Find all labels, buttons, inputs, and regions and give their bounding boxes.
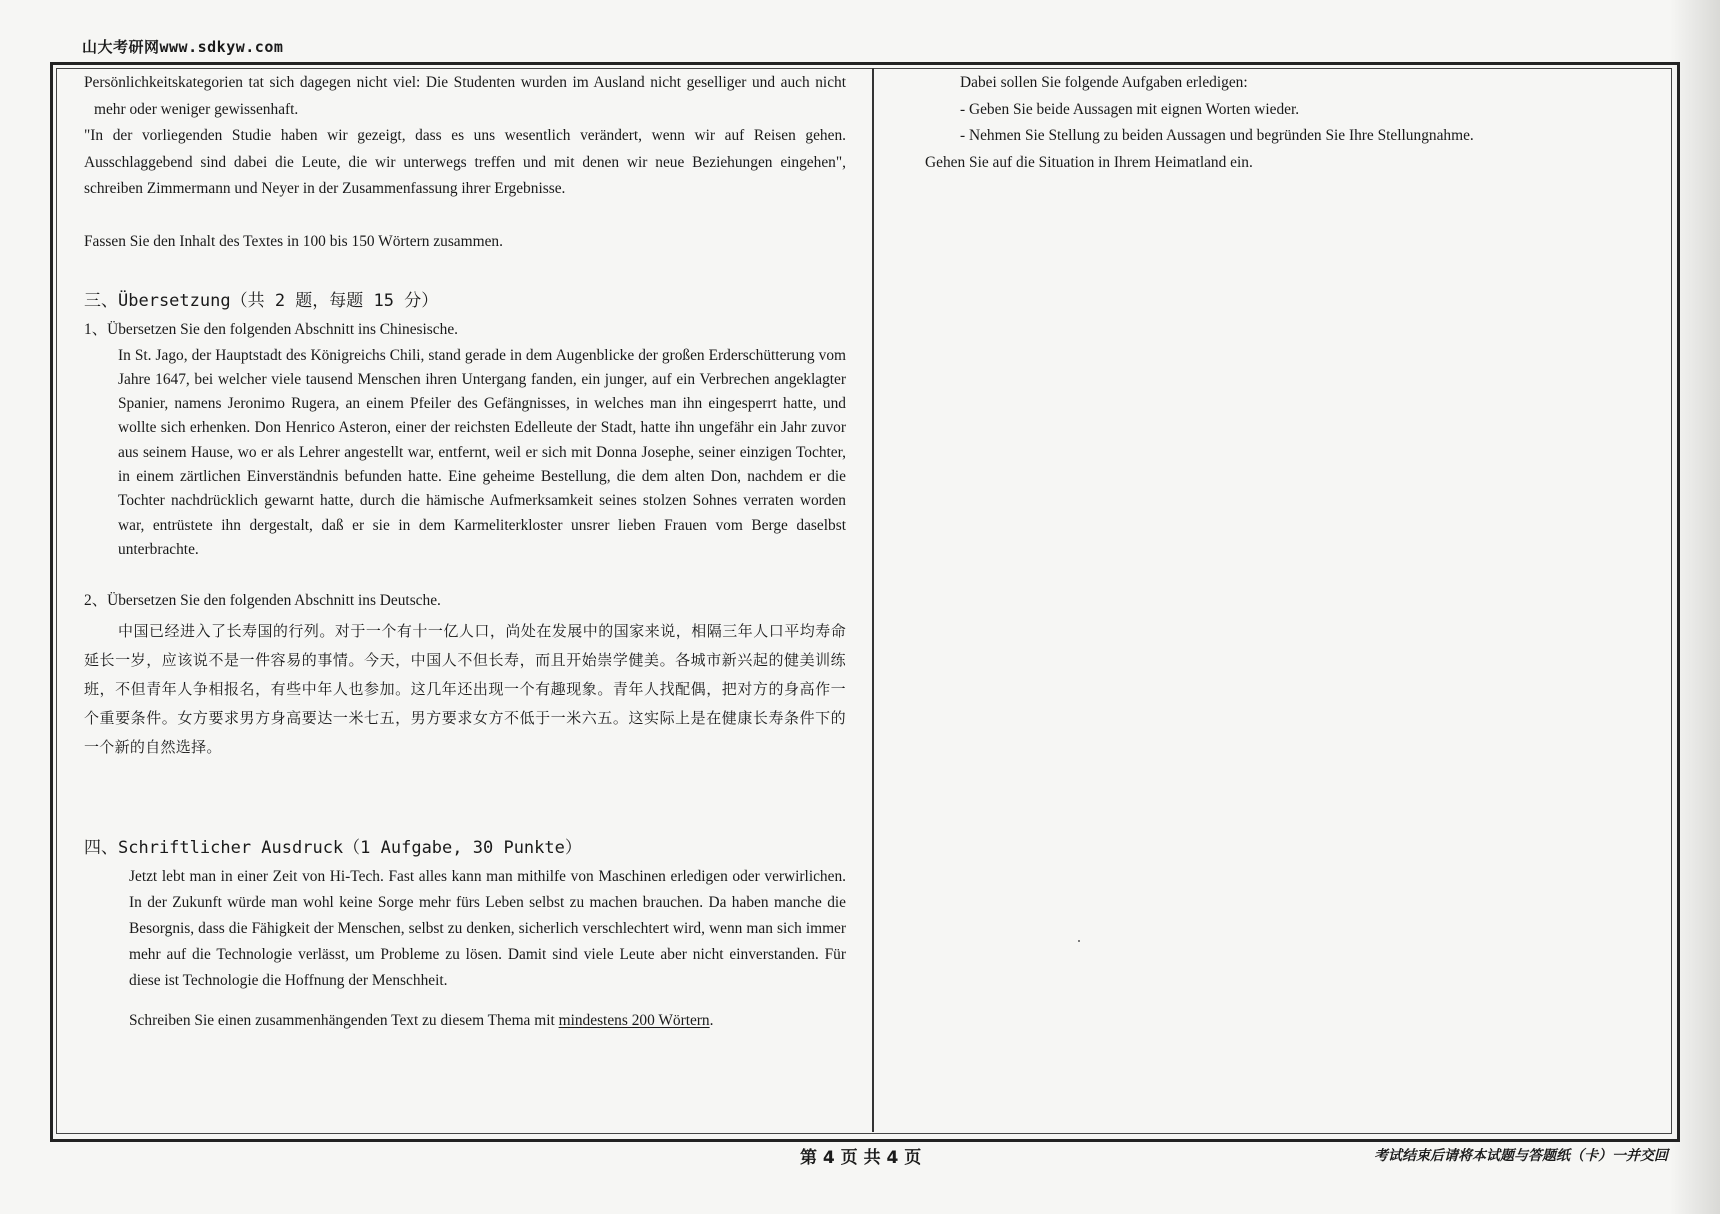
spacer bbox=[84, 762, 846, 834]
submission-note: 考试结束后请将本试题与答题纸（卡）一并交回 bbox=[1374, 1148, 1668, 1164]
spacer bbox=[84, 255, 846, 287]
spacer bbox=[84, 994, 846, 1008]
section-4-task-underlined: mindestens 200 Wörtern bbox=[558, 1011, 710, 1029]
right-item-1: - Geben Sie beide Aussagen mit eignen Worten wieder. bbox=[960, 100, 1300, 118]
site-header: 山大考研网www.sdkyw.com bbox=[82, 38, 284, 56]
right-intro: Dabei sollen Sie folgende Aufgaben erledigen: bbox=[960, 74, 1248, 91]
section-4-task bbox=[84, 1008, 846, 1035]
section-3-heading: 三、Übersetzung（共 2 题，每题 15 分） bbox=[84, 291, 439, 311]
section-4-text: Jetzt lebt man in einer Zeit von Hi-Tech. Fast alles kann man mithilfe von Maschinen erledigen oder verwirlichen. In der Zukunft würde man wohl keine Sorge mehr fürs Leben selbst zu machen brauchen. Da haben manche die Besorgnis, dass die Fähigkeit der Menschen, selbst zu denken, sicherlich verschlechtert wird, wenn man sich immer mehr auf die Technologie verlässt, um Probleme zu lösen. Damit sind viele Leute aber nicht einverstanden. Für diese ist Technologie die Hoffnung der Menschheit. bbox=[129, 867, 846, 989]
section-4-task-prefix: Schreiben Sie einen zusammenhängenden Text zu diesem Thema mit bbox=[129, 1011, 559, 1029]
spacer bbox=[84, 562, 846, 588]
speck bbox=[1078, 940, 1080, 942]
task-1-text: In St. Jago, der Hauptstadt des Königreichs Chili, stand gerade in dem Augenblicke der großen Erderschütterung vom Jahre 1647, bei welcher viele tausend Menschen ihren Untergang fanden, ein junger, auf ein Verbrechen angeklagter Spanier, namens Jeronimo Rugera, an einem Pfeiler des Gefängnisses, in welches man ihn eingesperrt hatte, und wollte sich erhenken. Don Henrico Asteron, einer der reichsten Edelleute der Stadt, hatte ihn ungefähr ein Jahr zuvor aus seinem Hause, wo er als Lehrer angestellt war, entfernt, weil er sich mit Donna Josephe, seiner einzigen Tochter, in einem zärtlichen Einverständnis befunden hatte. Eine geheime Bestellung, die dem alten Don, nachdem er die Tochter nachdrücklich gewarnt hatte, durch die hämische Aufmerksamkeit seines stolzen Sohnes verraten worden war, entrüstete ihn dergestalt, daß er sie in dem Karmeliterkloster unsrer lieben Frauen vom Berge daselbst unterbrachte. bbox=[118, 346, 846, 558]
page-number: 第 4 页 共 4 页 bbox=[800, 1148, 922, 1168]
task-1-title: 1、Übersetzen Sie den folgenden Abschnitt ins Chinesische. bbox=[84, 321, 459, 338]
summary-task: Fassen Sie den Inhalt des Textes in 100 bis 150 Wörtern zusammen. bbox=[84, 232, 503, 250]
column-divider bbox=[872, 68, 874, 1132]
task-2-title: 2、Übersetzen Sie den folgenden Abschnitt ins Deutsche. bbox=[84, 592, 441, 610]
task-2-text: 中国已经进入了长寿国的行列。对于一个有十一亿人口，尚处在发展中的国家来说，相隔三年人口平均寿命延长一岁，应该说不是一件容易的事情。今天，中国人不但长寿，而且开始崇学健美。各城市新兴起的健美训练班，不但青年人争相报名，有些中年人也参加。这几年还出现一个有趣现象。青年人找配偶，把对方的身高作一个重要条件。女方要求男方身高要达一米七五，男方要求女方不低于一米六五。这实际上是在健康长寿条件下的一个新的自然选择。 bbox=[84, 621, 846, 756]
right-closing: Gehen Sie auf die Situation in Ihrem Heimatland ein. bbox=[925, 153, 1253, 171]
right-column bbox=[905, 70, 1645, 176]
left-column bbox=[84, 70, 846, 1034]
spacer bbox=[84, 203, 846, 229]
section-4-task-suffix: . bbox=[709, 1011, 714, 1029]
intro-paragraph-2: "In der vorliegenden Studie haben wir gezeigt, dass es uns wesentlich verändert, wenn wir auf Reisen gehen. Ausschlaggebend sind dabei die Leute, die wir unterwegs treffen und mit denen wir neue Beziehungen eingehen", schreiben Zimmermann und Neyer in der Zusammenfassung ihrer Ergebnisse. bbox=[84, 127, 846, 197]
intro-paragraph-1: Persönlichkeitskategorien tat sich dagegen nicht viel: Die Studenten wurden im Ausland nicht geselliger und auch nicht mehr oder weniger gewissenhaft. bbox=[84, 74, 846, 118]
right-item-2: - Nehmen Sie Stellung zu beiden Aussagen und begründen Sie Ihre Stellungnahme. bbox=[960, 127, 1474, 144]
section-4-heading: 四、Schriftlicher Ausdruck（1 Aufgabe, 30 Punkte） bbox=[84, 837, 582, 858]
